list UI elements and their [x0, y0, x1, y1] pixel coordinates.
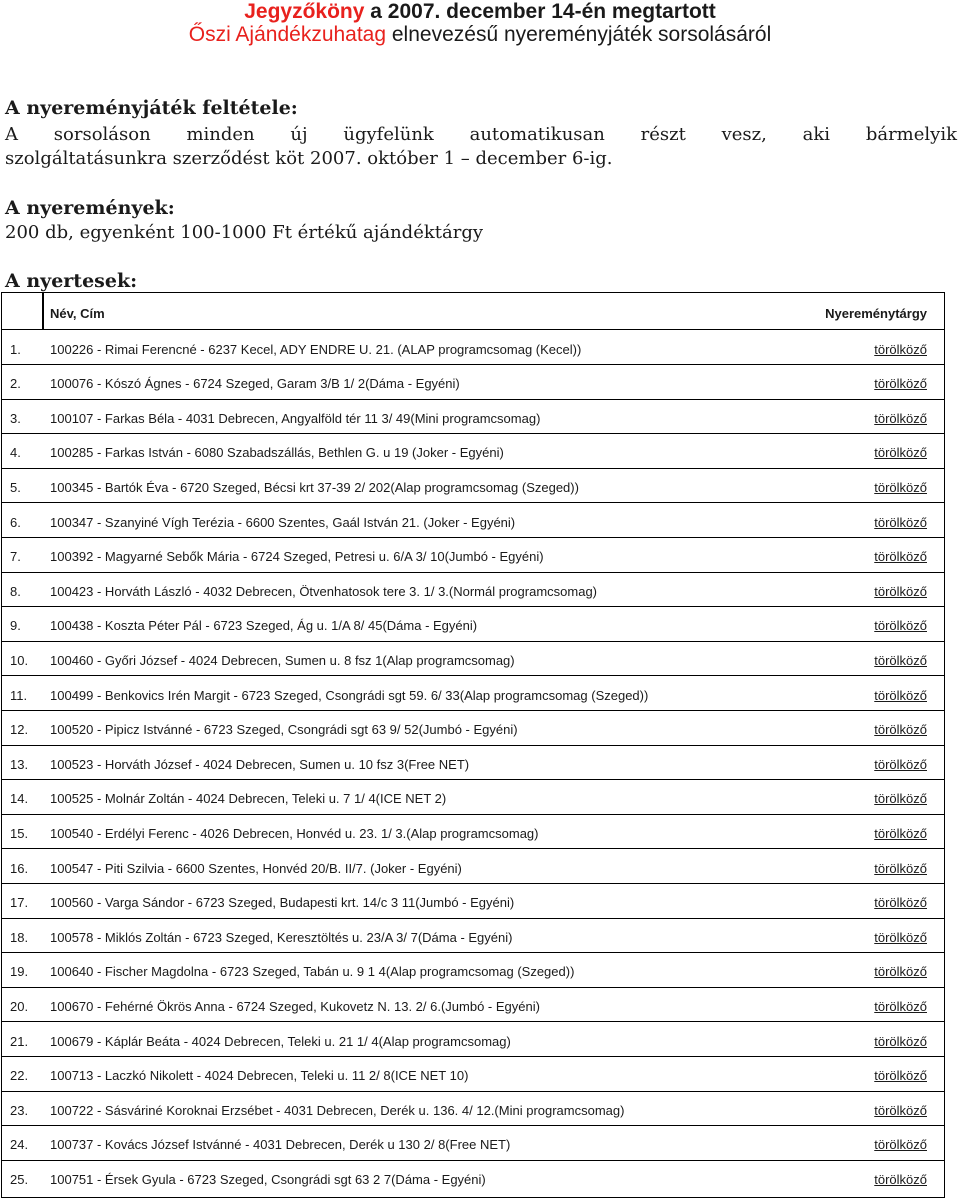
- winner-entry: 100347 - Szanyiné Vígh Terézia - 6600 Szentes, Gaál István 21. (Joker - Egyéni): [50, 514, 516, 530]
- winners-table: [1, 292, 945, 1198]
- table-row: [2, 1023, 944, 1058]
- prize-item: törölköző: [874, 583, 927, 599]
- winner-entry: 100285 - Farkas István - 6080 Szabadszállás, Bethlen G. u 19 (Joker - Egyéni): [50, 445, 504, 461]
- prize-item: törölköző: [874, 1068, 927, 1084]
- prize-item: törölköző: [874, 1033, 927, 1049]
- winner-entry: 100226 - Rimai Ferencné - 6237 Kecel, ADY ENDRE U. 21. (ALAP programcsomag (Kecel)): [50, 341, 582, 357]
- prize-item: törölköző: [874, 860, 927, 876]
- row-number: 7.: [10, 549, 21, 565]
- table-row: [2, 1092, 944, 1127]
- prize-item: törölköző: [874, 376, 927, 392]
- winner-entry: 100076 - Kószó Ágnes - 6724 Szeged, Garam 3/B 1/ 2(Dáma - Egyéni): [50, 376, 460, 392]
- prize-item: törölköző: [874, 1137, 927, 1153]
- prize-item: törölköző: [874, 964, 927, 980]
- row-number: 8.: [10, 583, 21, 599]
- table-row: [2, 607, 944, 642]
- row-number: 16.: [10, 860, 29, 876]
- winners-heading: A nyertesek:: [5, 270, 138, 292]
- row-number: 21.: [10, 1033, 29, 1049]
- title2-rest: elnevezésű nyereményjáték sorsolásáról: [386, 23, 772, 46]
- row-number: 19.: [10, 964, 29, 980]
- winner-entry: 100679 - Káplár Beáta - 4024 Debrecen, Teleki u. 21 1/ 4(Alap programcsomag): [50, 1033, 511, 1049]
- column-divider: [42, 293, 44, 329]
- winner-entry: 100460 - Győri József - 4024 Debrecen, Sumen u. 8 fsz 1(Alap programcsomag): [50, 652, 515, 668]
- prize-item: törölköző: [874, 479, 927, 495]
- winner-entry: 100713 - Laczkó Nikolett - 4024 Debrecen, Teleki u. 11 2/ 8(ICE NET 10): [50, 1068, 469, 1084]
- row-number: 1.: [10, 341, 21, 357]
- table-row: [2, 365, 944, 400]
- conditions-heading: A nyereményjáték feltétele:: [5, 97, 298, 119]
- winner-entry: 100499 - Benkovics Irén Margit - 6723 Szeged, Csongrádi sgt 59. 6/ 33(Alap programcsomag (Szeged)): [50, 687, 649, 703]
- table-row: [2, 1161, 944, 1195]
- table-row: [2, 538, 944, 573]
- table-row: [2, 400, 944, 435]
- table-row: [2, 331, 944, 366]
- table-row: [2, 780, 944, 815]
- row-number: 22.: [10, 1068, 29, 1084]
- prizes-heading: A nyeremények:: [5, 197, 175, 219]
- table-row: [2, 919, 944, 954]
- prize-item: törölköző: [874, 410, 927, 426]
- winner-entry: 100523 - Horváth József - 4024 Debrecen, Sumen u. 10 fsz 3(Free NET): [50, 756, 470, 772]
- row-number: 14.: [10, 791, 29, 807]
- table-row: [2, 469, 944, 504]
- conditions-line2: szolgáltatásunkra szerződést köt 2007. október 1 – december 6-ig.: [5, 148, 613, 169]
- winner-entry: 100392 - Magyarné Sebők Mária - 6724 Szeged, Petresi u. 6/A 3/ 10(Jumbó - Egyéni): [50, 549, 544, 565]
- prize-item: törölköző: [874, 756, 927, 772]
- prize-item: törölköző: [874, 1171, 927, 1187]
- prize-item: törölköző: [874, 895, 927, 911]
- table-row: [2, 711, 944, 746]
- winner-entry: 100525 - Molnár Zoltán - 4024 Debrecen, Teleki u. 7 1/ 4(ICE NET 2): [50, 791, 447, 807]
- row-number: 3.: [10, 410, 21, 426]
- prize-item: törölköző: [874, 791, 927, 807]
- winner-entry: 100107 - Farkas Béla - 4031 Debrecen, Angyalföld tér 11 3/ 49(Mini programcsomag): [50, 410, 541, 426]
- row-number: 17.: [10, 895, 29, 911]
- row-number: 2.: [10, 376, 21, 392]
- row-number: 12.: [10, 722, 29, 738]
- prize-item: törölköző: [874, 687, 927, 703]
- row-number: 4.: [10, 445, 21, 461]
- row-number: 24.: [10, 1137, 29, 1153]
- table-row: [2, 642, 944, 677]
- row-number: 25.: [10, 1171, 29, 1187]
- winner-entry: 100438 - Koszta Péter Pál - 6723 Szeged, Ág u. 1/A 8/ 45(Dáma - Egyéni): [50, 618, 478, 634]
- row-number: 23.: [10, 1102, 29, 1118]
- winner-entry: 100722 - Sásváriné Koroknai Erzsébet - 4031 Debrecen, Derék u. 136. 4/ 12.(Mini programcsomag): [50, 1102, 625, 1118]
- prize-item: törölköző: [874, 549, 927, 565]
- winner-entry: 100423 - Horváth László - 4032 Debrecen, Ötvenhatosok tere 3. 1/ 3.(Normál programcsomag): [50, 583, 597, 599]
- winner-entry: 100737 - Kovács József Istvánné - 4031 Debrecen, Derék u 130 2/ 8(Free NET): [50, 1137, 511, 1153]
- row-number: 11.: [10, 687, 28, 703]
- prize-item: törölköző: [874, 722, 927, 738]
- winner-entry: 100547 - Piti Szilvia - 6600 Szentes, Honvéd 20/B. II/7. (Joker - Egyéni): [50, 860, 462, 876]
- table-row: [2, 434, 944, 469]
- table-row: [2, 1126, 944, 1161]
- winner-entry: 100560 - Varga Sándor - 6723 Szeged, Budapesti krt. 14/c 3 11(Jumbó - Egyéni): [50, 895, 515, 911]
- table-row: [2, 850, 944, 885]
- row-number: 10.: [10, 652, 29, 668]
- winner-entry: 100345 - Bartók Éva - 6720 Szeged, Bécsi krt 37-39 2/ 202(Alap programcsomag (Szeged)): [50, 479, 579, 495]
- prize-item: törölköző: [874, 1102, 927, 1118]
- winner-entry: 100578 - Miklós Zoltán - 6723 Szeged, Keresztöltés u. 23/A 3/ 7(Dáma - Egyéni): [50, 929, 513, 945]
- prize-item: törölköző: [874, 998, 927, 1014]
- prizes-text: 200 db, egyenként 100-1000 Ft értékű ajándéktárgy: [5, 222, 484, 243]
- prize-item: törölköző: [874, 618, 927, 634]
- prize-item: törölköző: [874, 445, 927, 461]
- table-row: [2, 953, 944, 988]
- row-number: 18.: [10, 929, 29, 945]
- prize-item: törölköző: [874, 341, 927, 357]
- table-row: [2, 677, 944, 712]
- column-header-name: Név, Cím: [50, 306, 105, 321]
- table-row: [2, 504, 944, 539]
- event-name: Őszi Ajándékzuhatag: [188, 23, 387, 46]
- prize-item: törölköző: [874, 825, 927, 841]
- document-title-line2: [0, 23, 960, 47]
- row-number: 6.: [10, 514, 21, 530]
- table-row: [2, 884, 944, 919]
- prize-item: törölköző: [874, 514, 927, 530]
- winner-entry: 100640 - Fischer Magdolna - 6723 Szeged, Tabán u. 9 1 4(Alap programcsomag (Szeged)): [50, 964, 575, 980]
- conditions-line1: A sorsoláson minden új ügyfelünk automatikusan részt vesz, aki bármelyik: [5, 124, 957, 145]
- winner-entry: 100670 - Fehérné Ökrös Anna - 6724 Szeged, Kukovetz N. 13. 2/ 6.(Jumbó - Egyéni): [50, 998, 540, 1014]
- winner-entry: 100540 - Erdélyi Ferenc - 4026 Debrecen, Honvéd u. 23. 1/ 3.(Alap programcsomag): [50, 825, 539, 841]
- row-number: 9.: [10, 618, 21, 634]
- row-number: 13.: [10, 756, 29, 772]
- table-header: [2, 293, 944, 330]
- row-number: 5.: [10, 479, 21, 495]
- table-row: [2, 746, 944, 781]
- title-red-word: Jegyzőköny: [244, 0, 365, 23]
- prize-item: törölköző: [874, 929, 927, 945]
- table-row: [2, 573, 944, 608]
- winner-entry: 100751 - Érsek Gyula - 6723 Szeged, Csongrádi sgt 63 2 7(Dáma - Egyéni): [50, 1171, 486, 1187]
- column-header-prize: Nyereménytárgy: [825, 306, 927, 321]
- document-title-line1: [0, 0, 960, 24]
- prize-item: törölköző: [874, 652, 927, 668]
- winner-entry: 100520 - Pipicz Istvánné - 6723 Szeged, Csongrádi sgt 63 9/ 52(Jumbó - Egyéni): [50, 722, 518, 738]
- row-number: 15.: [10, 825, 29, 841]
- table-row: [2, 815, 944, 850]
- table-row: [2, 988, 944, 1023]
- row-number: 20.: [10, 998, 29, 1014]
- table-row: [2, 1057, 944, 1092]
- title-rest: a 2007. december 14-én megtartott: [364, 0, 716, 23]
